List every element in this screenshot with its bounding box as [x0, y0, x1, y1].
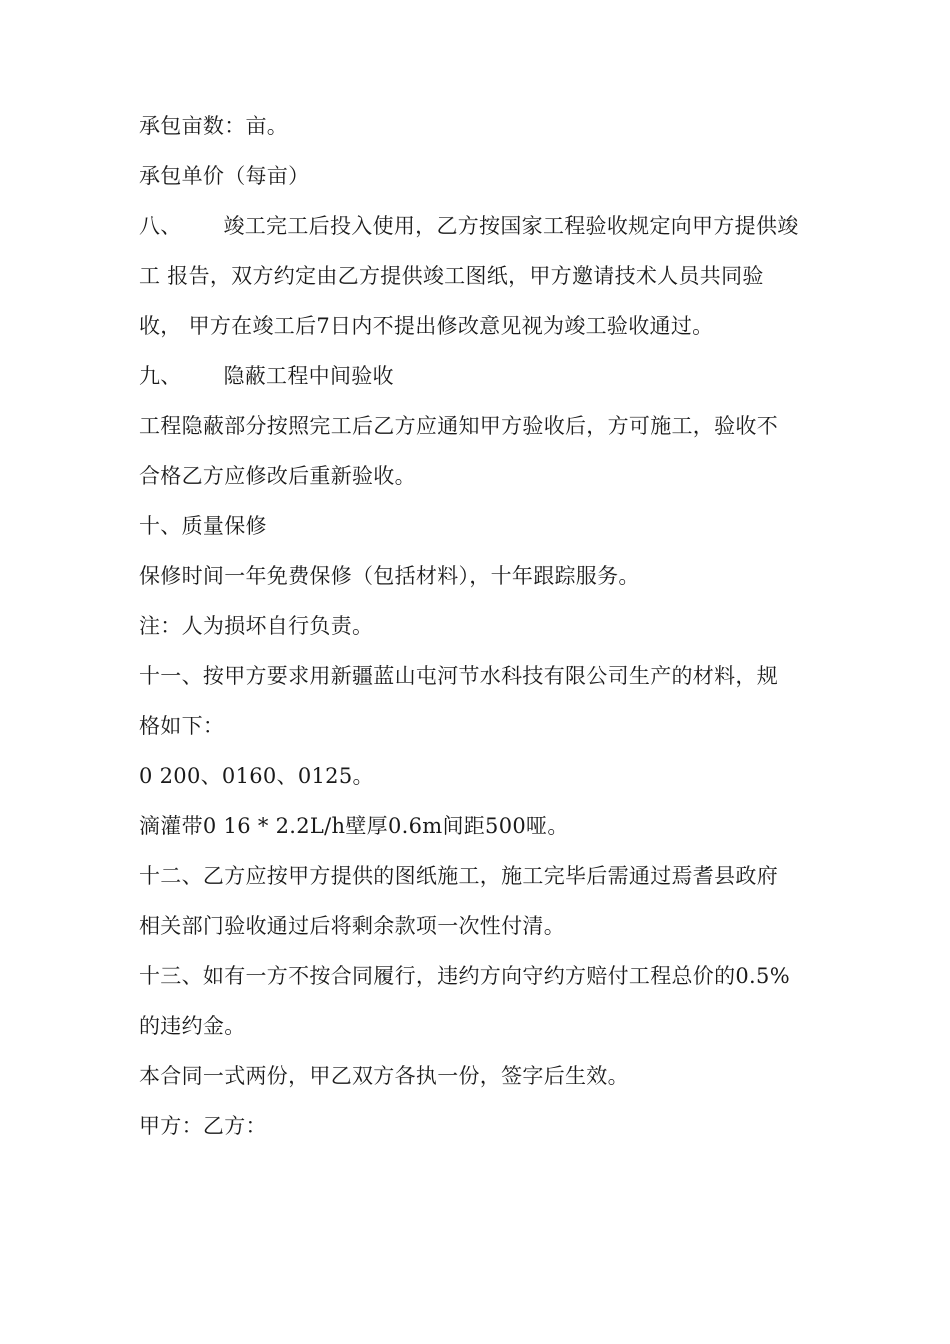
contract-line: 本合同一式两份，甲乙双方各执一份，签字后生效。 [139, 1064, 629, 1088]
clause-9-heading: 九、 隐蔽工程中间验收 [139, 364, 394, 388]
contract-line: 工 报告，双方约定由乙方提供竣工图纸，甲方邀请技术人员共同验 [139, 264, 764, 288]
clause-13-heading: 十三、如有一方不按合同履行，违约方向守约方赔付工程总价的0.5% [139, 964, 790, 988]
contract-line: 格如下： [139, 714, 225, 738]
contract-line: 承包亩数：亩。 [139, 114, 289, 138]
clause-11-heading: 十一、按甲方要求用新疆蓝山屯河节水科技有限公司生产的材料，规 [139, 664, 778, 688]
note-line: 注：人为损坏自行负责。 [139, 614, 374, 638]
contract-line: 相关部门验收通过后将剩余款项一次性付清。 [139, 914, 565, 938]
contract-line: 保修时间一年免费保修（包括材料），十年跟踪服务。 [139, 564, 640, 588]
contract-line: 的违约金。 [139, 1014, 246, 1038]
contract-line: 合格乙方应修改后重新验收。 [139, 464, 416, 488]
clause-10-heading: 十、质量保修 [139, 514, 267, 538]
spec-line: 滴灌带0 16 * 2.2L/h壁厚0.6m间距500哑。 [139, 814, 569, 838]
clause-12-heading: 十二、乙方应按甲方提供的图纸施工，施工完毕后需通过焉耆县政府 [139, 864, 778, 888]
contract-line: 工程隐蔽部分按照完工后乙方应通知甲方验收后，方可施工，验收不 [139, 414, 778, 438]
signature-line: 甲方：乙方： [139, 1114, 267, 1138]
contract-line: 承包单价（每亩） [139, 164, 310, 188]
contract-line: 收， 甲方在竣工后7日内不提出修改意见视为竣工验收通过。 [139, 314, 714, 338]
clause-8-heading: 八、 竣工完工后投入使用，乙方按国家工程验收规定向甲方提供竣 [139, 214, 799, 238]
spec-line: 0 200、0160、0125。 [139, 764, 374, 788]
